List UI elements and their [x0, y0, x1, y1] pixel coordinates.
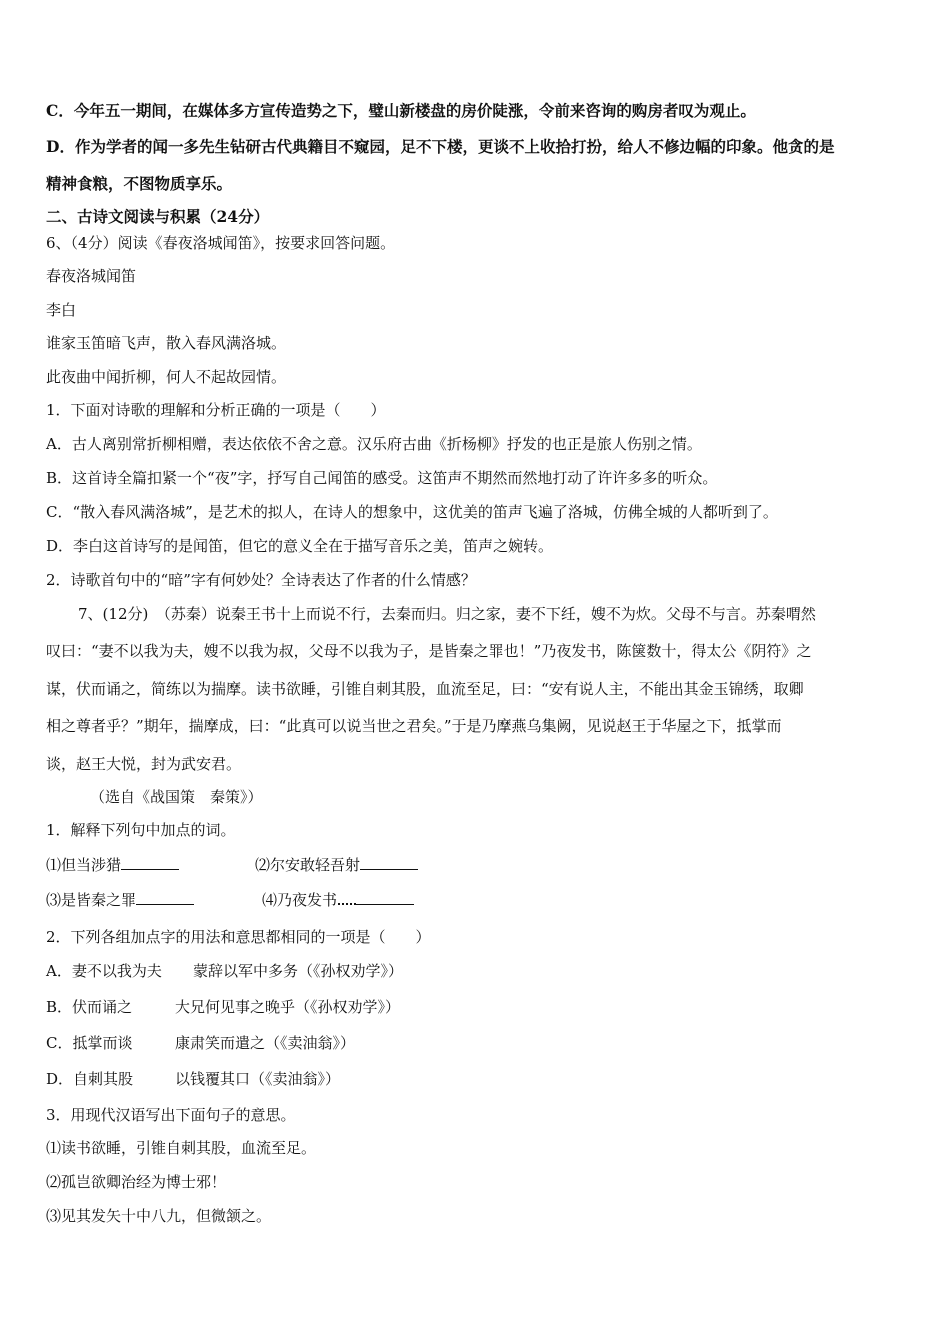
q7-option-c-right: 康肃笑而遣之（《卖油翁》）	[175, 1034, 356, 1052]
q6-option-c: C．“散入春风满洛城”，是艺术的拟人，在诗人的想象中，这优美的笛声飞遍了洛城，仿佛全城的人都听到了。	[46, 503, 778, 521]
q7-option-a-right: 蒙辞以军中多务（《孙权劝学》）	[193, 962, 404, 980]
word-item-3	[46, 889, 194, 910]
word-item-4	[262, 889, 414, 910]
translate-item-1: ⑴读书欲睡，引锥自刺其股，血流至足。	[46, 1139, 317, 1157]
word-item-2	[255, 854, 418, 875]
q7-option-c-left: C．抵掌而谈	[46, 1034, 133, 1052]
word-item-1	[46, 854, 179, 875]
answer-blank-1[interactable]	[121, 854, 179, 870]
poem-line-2: 此夜曲中闻折柳，何人不起故园情。	[46, 368, 287, 386]
q7-option-b-right: 大兄何见事之晚乎（《孙权劝学》）	[175, 998, 401, 1016]
answer-blank-4[interactable]	[356, 889, 414, 905]
q7-passage-line-5: 谈，赵王大悦，封为武安君。	[46, 755, 242, 773]
q7-subquestion-1: 1．解释下列句中加点的词。	[46, 821, 236, 839]
answer-blank-3[interactable]	[136, 889, 194, 905]
option-d-text: D．作为学者的闻一多先生钻研古代典籍目不窥园，足不下楼，更谈不上收拾打扮，给人不修边幅的印象。他贪的是	[46, 137, 835, 156]
q7-passage-line-3: 谋，伏而诵之，简练以为揣摩。读书欲睡，引锥自刺其股，血流至足，曰：“安有说人主，不能出其金玉锦绣，取卿	[46, 680, 804, 698]
translate-item-2: ⑵孤岂欲卿治经为博士邪！	[46, 1173, 227, 1191]
word-item-1-text: ⑴但当涉猎	[46, 856, 122, 874]
q7-option-d-right: 以钱覆其口（《卖油翁》）	[175, 1070, 341, 1088]
q6-subquestion-1: 1．下面对诗歌的理解和分析正确的一项是（ ）	[46, 401, 386, 419]
poem-author: 李白	[46, 301, 77, 319]
q6-subquestion-2: 2．诗歌首句中的“暗”字有何妙处？全诗表达了作者的什么情感？	[46, 571, 476, 589]
q7-subquestion-2: 2．下列各组加点字的用法和意思都相同的一项是（ ）	[46, 928, 431, 946]
q6-option-a: A．古人离别常折柳相赠，表达依依不舍之意。汉乐府古曲《折杨柳》抒发的也正是旅人伤别之情。	[46, 435, 702, 453]
q7-option-a-left: A．妻不以我为夫	[46, 962, 162, 980]
translate-item-3: ⑶见其发矢十中八九，但微颔之。	[46, 1207, 272, 1225]
option-c-text: C．今年五一期间，在媒体多方宣传造势之下，璧山新楼盘的房价陡涨，令前来咨询的购房者叹为观止。	[46, 101, 756, 120]
section-heading: 二、古诗文阅读与积累（24分）	[46, 207, 270, 226]
option-d-continued: 精神食粮，不图物质享乐。	[46, 174, 233, 193]
q7-passage-line-4: 相之尊者乎？”期年，揣摩成，曰：“此真可以说当世之君矣。”于是乃摩燕乌集阙，见说赵王于华屋之下，抵掌而	[46, 717, 782, 735]
q7-source: （选自《战国策 秦策》）	[90, 788, 263, 806]
word-item-4-text: ⑷乃夜发书	[262, 891, 338, 909]
q6-option-d: D．李白这首诗写的是闻笛，但它的意义全在于描写音乐之美，笛声之婉转。	[46, 537, 554, 555]
q7-option-d-left: D．自刺其股	[46, 1070, 134, 1088]
q7-subquestion-3: 3．用现代汉语写出下面句子的意思。	[46, 1106, 296, 1124]
word-item-2-text: ⑵尔安敢轻吾射	[255, 856, 361, 874]
q6-option-b: B．这首诗全篇扣紧一个“夜”字，抒写自己闻笛的感受。这笛声不期然而然地打动了许许多多的听众。	[46, 469, 718, 487]
q7-passage-line-1: 7、(12分) （苏秦）说秦王书十上而说不行，去秦而归。归之家，妻不下纴，嫂不为炊。父母不与言。苏秦喟然	[78, 605, 816, 623]
word-item-3-text: ⑶是皆秦之罪	[46, 891, 137, 909]
q7-passage-line-2: 叹曰：“妻不以我为夫，嫂不以我为叔，父母不以我为子，是皆秦之罪也！”乃夜发书，陈箧数十，得太公《阴符》之	[46, 642, 812, 660]
poem-title: 春夜洛城闻笛	[46, 267, 137, 285]
q7-option-b-left: B．伏而诵之	[46, 998, 133, 1016]
poem-line-1: 谁家玉笛暗飞声，散入春风满洛城。	[46, 334, 287, 352]
emphasis-dots	[338, 893, 356, 905]
answer-blank-2[interactable]	[360, 854, 418, 870]
question-6-intro: 6、（4分）阅读《春夜洛城闻笛》，按要求回答问题。	[46, 234, 396, 252]
